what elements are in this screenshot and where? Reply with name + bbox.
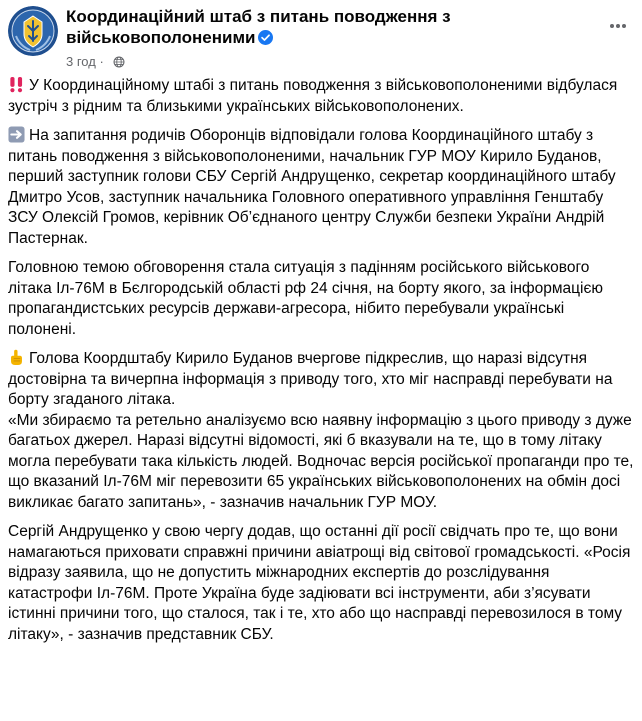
paragraph-text: У Координаційному штабі з питань поводження з військовополоненими відбулася зустріч з рідним та близькими українських військовополонених. — [8, 77, 618, 115]
post-timestamp[interactable]: 3 год — [66, 54, 96, 69]
post-paragraph-1 — [8, 76, 634, 117]
more-options-icon — [608, 16, 628, 36]
paragraph-text: На запитання родичів Оборонців відповідали голова Координаційного штабу з питань поводження з військовополоненими, начальник ГУР МОУ Кирило Буданов, перший заступник голови СБУ Сергій Андрущенко, секретар координаційного штабу Дмитро Усов, заступник начальника Головного оперативного управління Генштабу ЗСУ Олексій Громов, керівник Об’єднаного центру Служби безпеки України Андрій Пастернак. — [8, 127, 616, 247]
double-exclamation-icon — [8, 76, 25, 93]
globe-icon[interactable] — [113, 56, 125, 68]
post-paragraph-2 — [8, 126, 634, 249]
paragraph-text: Головною темою обговорення стала ситуація з падінням російського військового літака Іл-76М в Бєлгородській області рф 24 січня, на борту якого, за інформацією пропагандистських ресурсів держави-агресора, нібито перебували українські полонені. — [8, 259, 604, 338]
post-content — [8, 76, 634, 654]
paragraph-text: Голова Коордштабу Кирило Буданов вчергове підкреслив, що наразі відсутня достовірна та вичерпна інформація з приводу того, хто міг насправді перебувати на борту згаданого літака. — [8, 350, 613, 408]
post-paragraph-5 — [8, 522, 634, 645]
more-options-button[interactable] — [600, 8, 636, 44]
post-header — [8, 4, 638, 74]
post-paragraph-3 — [8, 258, 634, 340]
right-arrow-icon — [8, 126, 25, 143]
index-pointing-up-icon — [8, 349, 25, 366]
post-paragraph-4 — [8, 349, 634, 513]
paragraph-text: Сергій Андрущенко у свою чергу додав, що останні дії росії свідчать про те, що вони намагаються приховати справжні причини авіатрощі від світової громадськості. «Росія відразу заявила, що не допустить міжнародних експертів до розслідування катастрофи Іл-76М. Проте Україна буде задіювати всі інструменти, аби з’ясувати істинні причини того, що сталося, так і те, хто або що насправді перевозилося в тому літаку», - зазначив представник СБУ. — [8, 523, 631, 643]
meta-separator: · — [99, 54, 108, 69]
post-meta — [66, 54, 125, 70]
page-name-text: Координаційний штаб з питань поводження з військовополоненими — [66, 7, 451, 47]
verified-badge-icon — [258, 30, 273, 45]
paragraph-quote: «Ми збираємо та ретельно аналізуємо всю наявну інформацію з цього приводу з дуже багатьох джерел. Наразі відсутні відомості, які б вказували на те, що в тому літаку могла перебувати така кількість людей. Водночас версія російської пропаганди про те, що вказаний Іл-76М міг перевозити 65 українських військовополонених на обмін досі викликає багато запитань», - зазначив начальник ГУР МОУ. — [8, 411, 634, 511]
page-name-link[interactable] — [66, 6, 586, 48]
avatar[interactable] — [8, 6, 58, 56]
coat-of-arms-emblem-icon — [8, 6, 58, 56]
